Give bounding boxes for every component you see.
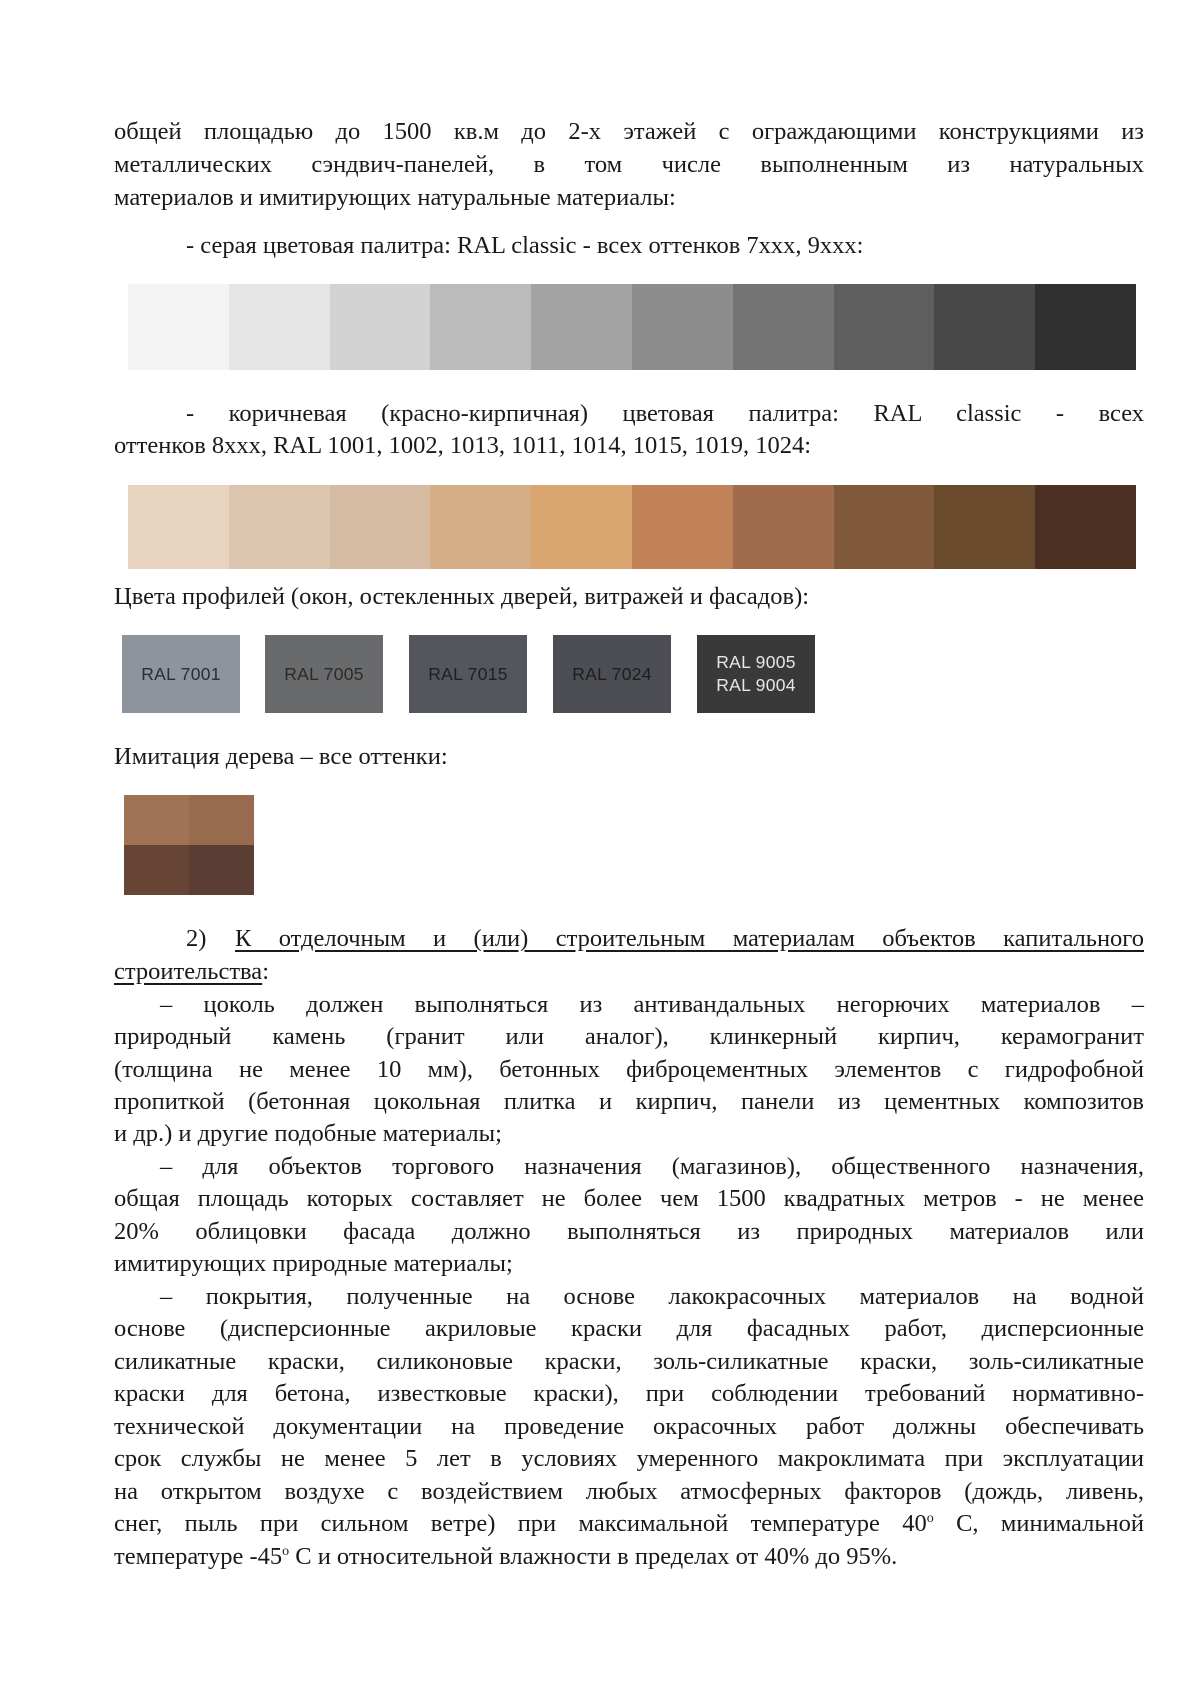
degree-mark: o (926, 1511, 934, 1526)
bullet2-line-1: – для объектов торгового назначения (магазинов), общественного назначения, (160, 1153, 1144, 1180)
degree-mark: o (282, 1544, 290, 1559)
brown-palette-strip (128, 485, 1136, 569)
wood-swatch (124, 795, 254, 895)
bullet3-line-7: на открытом воздухе с воздействием любых атмосферных факторов (дождь, ливень, (114, 1478, 1144, 1505)
bullet3-line-6: срок службы не менее 5 лет в условиях умеренного макроклимата при эксплуатации (114, 1445, 1144, 1472)
section2-title-colon: : (262, 958, 269, 985)
bullet2-line-2: общая площадь которых составляет не более чем 1500 квадратных метров - не менее (114, 1185, 1144, 1212)
wood-tone-3 (124, 845, 189, 895)
gray-swatch-7 (733, 284, 834, 370)
bullet1-line-1: – цоколь должен выполняться из антивандальных негорючих материалов – (160, 991, 1144, 1018)
bullet3-line-1: – покрытия, полученные на основе лакокрасочных материалов на водной (160, 1283, 1144, 1310)
profile-color-label: RAL 7001 (141, 663, 221, 684)
section2-number: 2) (186, 925, 207, 952)
bullet3-line-8-tail: С, минимальной (933, 1510, 1144, 1537)
bullet3-line-8 (114, 1508, 1144, 1541)
profiles-heading: Цвета профилей (окон, остекленных дверей, витражей и фасадов): (114, 583, 810, 610)
profile-color-box (265, 635, 383, 713)
section2-title-line-2 (114, 956, 1144, 989)
brown-swatch-6 (632, 485, 733, 569)
profile-color-box (697, 635, 815, 713)
gray-swatch-1 (128, 284, 229, 370)
brown-swatch-5 (531, 485, 632, 569)
brown-swatch-1 (128, 485, 229, 569)
profile-color-box (122, 635, 240, 713)
bullet3-line-9 (114, 1541, 1144, 1574)
wood-heading: Имитация дерева – все оттенки: (114, 743, 448, 770)
gray-swatch-2 (229, 284, 330, 370)
section2-title-word: строительства (114, 958, 263, 985)
brown-swatch-8 (834, 485, 935, 569)
brown-swatch-3 (330, 485, 431, 569)
profile-color-label: RAL 7024 (572, 663, 652, 684)
gray-palette-strip (128, 284, 1136, 370)
bullet3-line-4: краски для бетона, известковые краски), при соблюдении требований нормативно- (114, 1380, 1144, 1407)
gray-swatch-3 (330, 284, 431, 370)
profile-color-label: RAL 7005 (284, 663, 364, 684)
bullet1-line-5: и др.) и другие подобные материалы; (114, 1120, 502, 1147)
profile-color-label: RAL 7015 (428, 663, 508, 684)
brown-palette-label-line-1: - коричневая (красно-кирпичная) цветовая палитра: RAL classic - всех (186, 400, 1144, 427)
profile-color-label: RAL 9004 (716, 675, 796, 695)
gray-swatch-4 (430, 284, 531, 370)
gray-palette-label: - серая цветовая палитра: RAL classic - всех оттенков 7ххх, 9ххх: (186, 232, 864, 259)
bullet3-line-2: основе (дисперсионные акриловые краски для фасадных работ, дисперсионные (114, 1315, 1144, 1342)
profile-color-label: RAL 9005 (716, 652, 796, 672)
intro-line-2: металлических сэндвич-панелей, в том числе выполненным из натуральных (114, 151, 1144, 178)
intro-line-1: общей площадью до 1500 кв.м до 2-х этажей с ограждающими конструкциями из (114, 118, 1144, 145)
profile-color-box (553, 635, 671, 713)
brown-swatch-4 (430, 485, 531, 569)
section2-title-line-1: К отделочным и (или) строительным материалам объектов капитального (235, 925, 1144, 952)
bullet3-line-5: технической документации на проведение окрасочных работ должны обеспечивать (114, 1413, 1144, 1440)
brown-palette-label-line-2: оттенков 8ххх, RAL 1001, 1002, 1013, 1011, 1014, 1015, 1019, 1024: (114, 432, 812, 459)
brown-swatch-10 (1035, 485, 1136, 569)
wood-tone-2 (189, 795, 254, 845)
gray-swatch-8 (834, 284, 935, 370)
gray-swatch-9 (934, 284, 1035, 370)
bullet3-line-9-text: температуре -45 (114, 1543, 283, 1570)
brown-swatch-9 (934, 485, 1035, 569)
bullet1-line-4: пропиткой (бетонная цокольная плитка и кирпич, панели из цементных композитов (114, 1088, 1144, 1115)
intro-line-3: материалов и имитирующих натуральные материалы: (114, 184, 676, 211)
wood-tone-4 (189, 845, 254, 895)
gray-swatch-6 (632, 284, 733, 370)
wood-tone-1 (124, 795, 189, 845)
bullet3-line-3: силикатные краски, силиконовые краски, золь-силикатные краски, золь-силикатные (114, 1348, 1144, 1375)
bullet3-line-9-tail: С и относительной влажности в пределах от 40% до 95%. (289, 1543, 898, 1570)
gray-swatch-10 (1035, 284, 1136, 370)
bullet1-line-3: (толщина не менее 10 мм), бетонных фиброцементных элементов с гидрофобной (114, 1056, 1144, 1083)
bullet3-line-8-text: снег, пыль при сильном ветре) при максимальной температуре 40 (114, 1510, 927, 1537)
brown-swatch-7 (733, 485, 834, 569)
bullet1-line-2: природный камень (гранит или аналог), клинкерный кирпич, керамогранит (114, 1023, 1144, 1050)
bullet2-line-3: 20% облицовки фасада должно выполняться из природных материалов или (114, 1218, 1144, 1245)
profile-color-box (409, 635, 527, 713)
bullet2-line-4: имитирующих природные материалы; (114, 1250, 513, 1277)
brown-swatch-2 (229, 485, 330, 569)
gray-swatch-5 (531, 284, 632, 370)
